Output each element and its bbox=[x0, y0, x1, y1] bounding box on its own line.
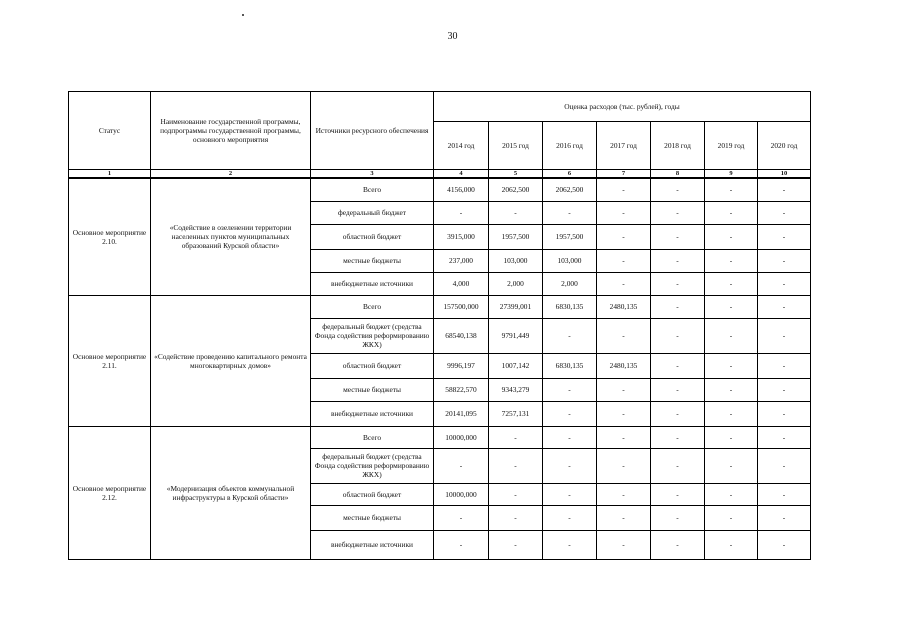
value-cell: - bbox=[651, 353, 705, 378]
value-cell: - bbox=[758, 448, 811, 483]
value-cell: - bbox=[489, 448, 543, 483]
value-cell: - bbox=[758, 505, 811, 530]
value-cell: 7257,131 bbox=[489, 401, 543, 426]
value-cell: 10000,000 bbox=[434, 483, 489, 505]
value-cell: 157500,000 bbox=[434, 295, 489, 318]
row-source: Всего bbox=[311, 426, 434, 448]
column-number: 7 bbox=[597, 170, 651, 179]
value-cell: - bbox=[434, 530, 489, 559]
value-cell: - bbox=[651, 178, 705, 201]
value-cell: - bbox=[651, 295, 705, 318]
value-cell: 20141,095 bbox=[434, 401, 489, 426]
value-cell: - bbox=[758, 378, 811, 401]
value-cell: 103,000 bbox=[489, 249, 543, 272]
value-cell: 9791,449 bbox=[489, 318, 543, 353]
value-cell: 4,000 bbox=[434, 272, 489, 295]
value-cell: - bbox=[651, 530, 705, 559]
value-cell: - bbox=[705, 401, 758, 426]
value-cell: - bbox=[597, 201, 651, 224]
value-cell: 103,000 bbox=[543, 249, 597, 272]
value-cell: - bbox=[651, 318, 705, 353]
value-cell: - bbox=[758, 224, 811, 249]
value-cell: 4156,000 bbox=[434, 178, 489, 201]
value-cell: - bbox=[489, 505, 543, 530]
row-source: внебюджетные источники bbox=[311, 401, 434, 426]
page-number: 30 bbox=[447, 31, 458, 42]
value-cell: - bbox=[434, 505, 489, 530]
header-year: 2020 год bbox=[758, 122, 811, 170]
value-cell: 2,000 bbox=[543, 272, 597, 295]
value-cell: 9996,197 bbox=[434, 353, 489, 378]
value-cell: - bbox=[543, 378, 597, 401]
value-cell: - bbox=[597, 378, 651, 401]
value-cell: - bbox=[758, 201, 811, 224]
row-program-name: «Содействие проведению капитального ремонта многоквартирных домов» bbox=[151, 295, 311, 426]
value-cell: - bbox=[705, 448, 758, 483]
value-cell: - bbox=[705, 378, 758, 401]
value-cell: - bbox=[597, 401, 651, 426]
value-cell: - bbox=[758, 530, 811, 559]
column-number: 8 bbox=[651, 170, 705, 179]
value-cell: 2480,135 bbox=[597, 353, 651, 378]
header-year: 2014 год bbox=[434, 122, 489, 170]
value-cell: 3915,000 bbox=[434, 224, 489, 249]
value-cell: 10000,000 bbox=[434, 426, 489, 448]
row-source: внебюджетные источники bbox=[311, 530, 434, 559]
value-cell: - bbox=[758, 353, 811, 378]
value-cell: - bbox=[705, 483, 758, 505]
row-source: федеральный бюджет (средства Фонда содействия реформированию ЖКХ) bbox=[311, 448, 434, 483]
value-cell: - bbox=[758, 249, 811, 272]
header-year: 2019 год bbox=[705, 122, 758, 170]
value-cell: - bbox=[651, 224, 705, 249]
column-number: 2 bbox=[151, 170, 311, 179]
row-source: федеральный бюджет (средства Фонда содействия реформированию ЖКХ) bbox=[311, 318, 434, 353]
value-cell: - bbox=[543, 505, 597, 530]
table-row bbox=[69, 295, 811, 318]
value-cell: - bbox=[705, 505, 758, 530]
value-cell: 1957,500 bbox=[543, 224, 597, 249]
value-cell: - bbox=[705, 295, 758, 318]
value-cell: - bbox=[758, 426, 811, 448]
column-number: 4 bbox=[434, 170, 489, 179]
row-source: внебюджетные источники bbox=[311, 272, 434, 295]
row-source: местные бюджеты bbox=[311, 249, 434, 272]
value-cell: - bbox=[597, 224, 651, 249]
value-cell: 9343,279 bbox=[489, 378, 543, 401]
header-status: Статус bbox=[69, 92, 151, 170]
row-source: областной бюджет bbox=[311, 483, 434, 505]
value-cell: - bbox=[758, 272, 811, 295]
row-status: Основное мероприятие 2.10. bbox=[69, 178, 151, 295]
value-cell: - bbox=[705, 201, 758, 224]
column-number: 3 bbox=[311, 170, 434, 179]
value-cell: - bbox=[651, 249, 705, 272]
table-row bbox=[69, 178, 811, 201]
column-number: 10 bbox=[758, 170, 811, 179]
value-cell: - bbox=[434, 448, 489, 483]
value-cell: - bbox=[489, 426, 543, 448]
row-source: Всего bbox=[311, 295, 434, 318]
value-cell: - bbox=[597, 505, 651, 530]
value-cell: - bbox=[758, 178, 811, 201]
header-estimate: Оценка расходов (тыс. рублей), годы bbox=[434, 92, 811, 122]
value-cell: - bbox=[758, 401, 811, 426]
value-cell: 6830,135 bbox=[543, 295, 597, 318]
value-cell: - bbox=[705, 530, 758, 559]
value-cell: - bbox=[705, 318, 758, 353]
value-cell: - bbox=[651, 401, 705, 426]
row-program-name: «Содействие в озеленении территории населенных пунктов муниципальных образований Курской области» bbox=[151, 178, 311, 295]
value-cell: - bbox=[758, 318, 811, 353]
table-row bbox=[69, 426, 811, 448]
value-cell: 2062,500 bbox=[543, 178, 597, 201]
value-cell: - bbox=[651, 448, 705, 483]
value-cell: - bbox=[705, 178, 758, 201]
scan-speck bbox=[242, 14, 244, 16]
value-cell: - bbox=[597, 178, 651, 201]
value-cell: - bbox=[651, 505, 705, 530]
value-cell: 6830,135 bbox=[543, 353, 597, 378]
value-cell: - bbox=[705, 272, 758, 295]
value-cell: 58822,570 bbox=[434, 378, 489, 401]
value-cell: - bbox=[758, 295, 811, 318]
row-source: Всего bbox=[311, 178, 434, 201]
column-number: 5 bbox=[489, 170, 543, 179]
value-cell: - bbox=[705, 224, 758, 249]
row-source: местные бюджеты bbox=[311, 378, 434, 401]
value-cell: - bbox=[597, 318, 651, 353]
value-cell: - bbox=[705, 249, 758, 272]
value-cell: - bbox=[597, 448, 651, 483]
value-cell: - bbox=[597, 249, 651, 272]
row-source: федеральный бюджет bbox=[311, 201, 434, 224]
header-year: 2015 год bbox=[489, 122, 543, 170]
value-cell: - bbox=[489, 201, 543, 224]
value-cell: - bbox=[597, 426, 651, 448]
value-cell: 2062,500 bbox=[489, 178, 543, 201]
value-cell: - bbox=[651, 272, 705, 295]
value-cell: - bbox=[543, 401, 597, 426]
value-cell: - bbox=[651, 201, 705, 224]
value-cell: - bbox=[597, 530, 651, 559]
value-cell: - bbox=[543, 448, 597, 483]
value-cell: - bbox=[651, 426, 705, 448]
row-source: местные бюджеты bbox=[311, 505, 434, 530]
row-source: областной бюджет bbox=[311, 224, 434, 249]
value-cell: - bbox=[543, 201, 597, 224]
value-cell: - bbox=[705, 426, 758, 448]
header-year: 2017 год bbox=[597, 122, 651, 170]
value-cell: 2480,135 bbox=[597, 295, 651, 318]
value-cell: - bbox=[543, 426, 597, 448]
row-status: Основное мероприятие 2.12. bbox=[69, 426, 151, 559]
value-cell: 237,000 bbox=[434, 249, 489, 272]
value-cell: - bbox=[489, 483, 543, 505]
value-cell: 1957,500 bbox=[489, 224, 543, 249]
value-cell: 2,000 bbox=[489, 272, 543, 295]
value-cell: - bbox=[543, 483, 597, 505]
value-cell: - bbox=[597, 483, 651, 505]
value-cell: 1007,142 bbox=[489, 353, 543, 378]
value-cell: - bbox=[597, 272, 651, 295]
value-cell: - bbox=[758, 483, 811, 505]
value-cell: - bbox=[543, 530, 597, 559]
value-cell: - bbox=[651, 378, 705, 401]
row-status: Основное мероприятие 2.11. bbox=[69, 295, 151, 426]
row-source: областной бюджет bbox=[311, 353, 434, 378]
row-program-name: «Модернизация объектов коммунальной инфраструктуры в Курской области» bbox=[151, 426, 311, 559]
budget-table bbox=[68, 91, 811, 560]
value-cell: 68540,138 bbox=[434, 318, 489, 353]
column-number: 6 bbox=[543, 170, 597, 179]
header-name: Наименование государственной программы, подпрограммы государственной программы, основного мероприятия bbox=[151, 92, 311, 170]
header-sources: Источники ресурсного обеспечения bbox=[311, 92, 434, 170]
value-cell: 27399,001 bbox=[489, 295, 543, 318]
column-number: 1 bbox=[69, 170, 151, 179]
value-cell: - bbox=[434, 201, 489, 224]
value-cell: - bbox=[705, 353, 758, 378]
header-year: 2018 год bbox=[651, 122, 705, 170]
value-cell: - bbox=[543, 318, 597, 353]
header-year: 2016 год bbox=[543, 122, 597, 170]
value-cell: - bbox=[489, 530, 543, 559]
column-number: 9 bbox=[705, 170, 758, 179]
value-cell: - bbox=[651, 483, 705, 505]
